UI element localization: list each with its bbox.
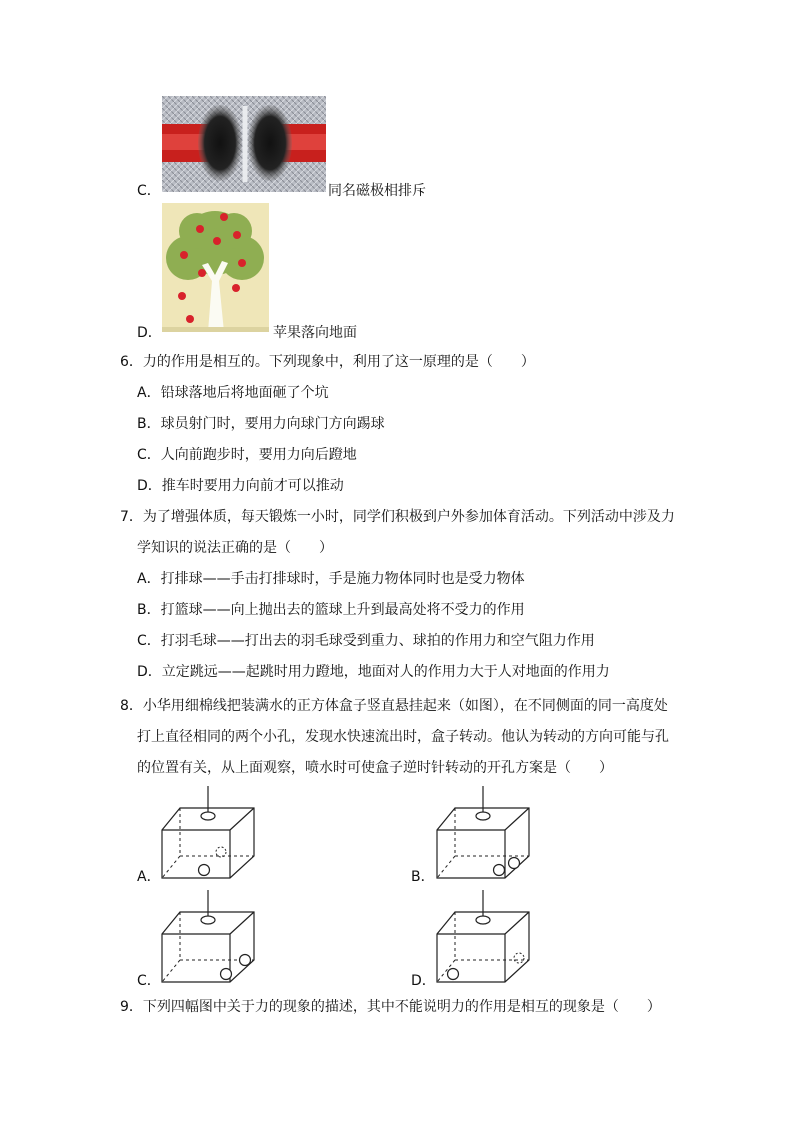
q7-option-a: A．打排球——手击打排球时，手是施力物体同时也是受力物体 [137,571,525,587]
q8-option-a-label: A． [137,869,161,885]
question-8-stem-line1: 8．小华用细棉线把装满水的正方体盒子竖直悬挂起来（如图），在不同侧面的同一高度处 [120,698,668,714]
cube-diagram-c [158,890,258,986]
cube-diagram-b [433,786,533,882]
q8-option-d-label: D． [411,973,436,989]
q6-option-a: A．铅球落地后将地面砸了个坑 [137,385,329,401]
cube-diagram-a [158,786,258,882]
q6-option-b: B．球员射门时，要用力向球门方向踢球 [137,416,385,432]
q6-option-d: D．推车时要用力向前才可以推动 [137,478,344,494]
question-7-stem-line1: 7．为了增强体质，每天锻炼一小时，同学们积极到户外参加体育活动。下列活动中涉及力 [120,509,675,525]
q7-option-c: C．打羽毛球——打出去的羽毛球受到重力、球拍的作用力和空气阻力作用 [137,633,595,649]
q7-option-b: B．打篮球——向上抛出去的篮球上升到最高处将不受力的作用 [137,602,525,618]
cube-diagram-d [433,890,533,986]
option-d-label: D． [137,325,162,341]
question-8-stem-line2: 打上直径相同的两个小孔，发现水快速流出时，盒子转动。他认为转动的方向可能与孔 [137,729,669,745]
question-9-stem: 9．下列四幅图中关于力的现象的描述，其中不能说明力的作用是相互的现象是（ ） [120,999,661,1015]
question-6-stem: 6．力的作用是相互的。下列现象中，利用了这一原理的是（ ） [120,354,535,370]
apple-tree-image [162,203,269,332]
q8-option-b-label: B． [411,869,435,885]
option-d-text: 苹果落向地面 [273,325,357,341]
q7-option-d: D．立定跳远——起跳时用力蹬地，地面对人的作用力大于人对地面的作用力 [137,664,610,680]
option-c-text: 同名磁极相排斥 [328,183,426,199]
q6-option-c: C．人向前跑步时，要用力向后蹬地 [137,447,357,463]
option-c-label: C． [137,183,161,199]
question-7-stem-line2: 学知识的说法正确的是（ ） [137,540,333,556]
q8-option-c-label: C． [137,973,161,989]
question-8-stem-line3: 的位置有关，从上面观察，喷水时可使盒子逆时针转动的开孔方案是（ ） [137,760,613,776]
magnets-image [162,96,326,192]
